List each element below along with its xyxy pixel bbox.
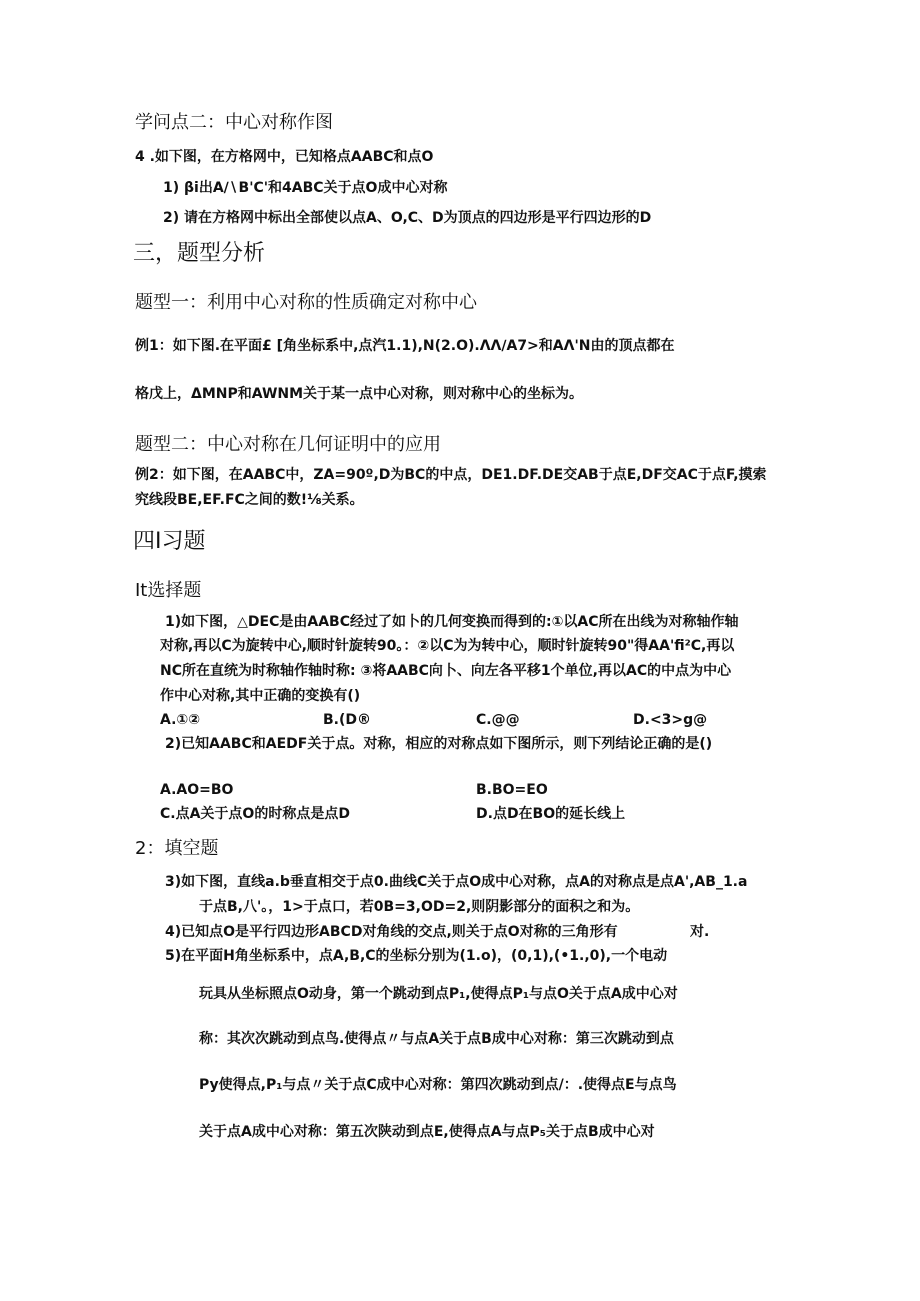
question-1-line-4: 作中心对称,其中正确的变换有() (160, 688, 361, 704)
example-1-line-1: 例1：如下图.在平面£ [角坐标系中,点汽1.1),N(2.O).ΛΛ∕A7>和AΛ'N由的顶点都在 (135, 338, 675, 354)
question-1-line-3: NC所在直统为时称轴作轴时称: ③将AABC向卜、向左各平移1个单位,再以AC的中点为中心 (160, 663, 732, 679)
question-2-option-c: C.点A关于点O的时称点是点D (160, 806, 350, 822)
question-1-option-b: B.(D® (323, 712, 372, 728)
question-5-line-5: 关于点A成中心对称：第五次陕动到点E,使得点A与点P₅关于点B成中心对 (199, 1124, 655, 1140)
question-2-option-a: A.AO=BO (160, 782, 234, 798)
question-4-part-1: 1) βi出A∕∖B'C'和4ABC关于点O成中心对称 (163, 180, 448, 196)
question-5-line-3: 称：其次次跳动到点鸟.使得点〃与点A关于点B成中心对称：第三次跳动到点 (199, 1031, 674, 1047)
question-1-option-c: C.@@ (476, 712, 520, 728)
section-heading-problem-type-analysis: 三，题型分析 (133, 241, 266, 266)
question-1-option-d: D.<3>g@ (633, 712, 708, 728)
question-4-stem: 4 .如下图，在方格网中，已知格点AABC和点O (135, 149, 434, 165)
fill-in-questions-heading: 2：填空题 (135, 838, 219, 859)
question-1-option-a: A.①② (160, 712, 201, 728)
section-heading-exercises: 四I习题 (133, 529, 206, 554)
question-5-line-2: 玩具从坐标照点O动身，第一个跳动到点P₁,使得点P₁与点O关于点A成中心对 (199, 986, 678, 1002)
question-2-option-d: D.点D在BO的延长线上 (476, 806, 626, 822)
fill-question-4-text: 4)已知点O是平行四边形ABCD对角线的交点,则关于点O对称的三角形有 (165, 924, 618, 940)
question-3-line-2: 于点B,八'。，1>于点口，若0B=3,OD=2,则阴影部分的面积之和为。 (199, 899, 640, 915)
question-3-line-1: 3)如下图，直线a.b垂直相交于点0.曲线C关于点O成中心对称，点A的对称点是点A',AB_1.a (165, 874, 748, 890)
example-2-line-2: 究线段BE,EF.FC之间的数!⅛关系。 (135, 492, 364, 508)
example-2-line-1: 例2：如下图，在AABC中，ZA=90º,D为BC的中点，DE1.DF.DE交AB于点E,DF交AC于点F,摸索 (135, 467, 767, 483)
question-2-line-1: 2)已知AABC和AEDF关于点。对称，相应的对称点如下图所示，则下列结论正确的是() (165, 736, 713, 752)
question-5-line-4: Py使得点,P₁与点〃关于点C成中心对称：第四次跳动到点/：.使得点E与点鸟 (199, 1077, 677, 1093)
example-1-line-2: 格戊上，ΔMNP和AWNM关于某一点中心对称，则对称中心的坐标为。 (135, 386, 584, 402)
choice-questions-heading: It选择题 (135, 580, 202, 601)
problem-type-1-heading: 题型一：利用中心对称的性质确定对称中心 (135, 292, 477, 313)
question-1-line-1: 1)如下图，△DEC是由AABC经过了如卜的几何变换而得到的:①以AC所在出线为对称轴作轴 (165, 614, 739, 630)
fill-question-4-suffix: 对. (690, 924, 710, 940)
question-1-line-2: 对称,再以C为旋转中心,顺时针旋转90。：②以C为为转中心，顺时针旋转90"得AA'fi²C,再以 (160, 638, 735, 654)
question-2-option-b: B.BO=EO (476, 782, 548, 798)
section-heading-knowledge-point-2: 学问点二：中心对称作图 (135, 112, 333, 133)
question-5-line-1: 5)在平面H角坐标系中，点A,B,C的坐标分别为(1.o)，(0,1),(•1.,0),一个电动 (165, 948, 668, 964)
question-4-part-2: 2) 请在方格网中标出全部使以点A、O,C、D为顶点的四边形是平行四边形的D (163, 210, 652, 226)
problem-type-2-heading: 题型二：中心对称在几何证明中的应用 (135, 434, 441, 455)
